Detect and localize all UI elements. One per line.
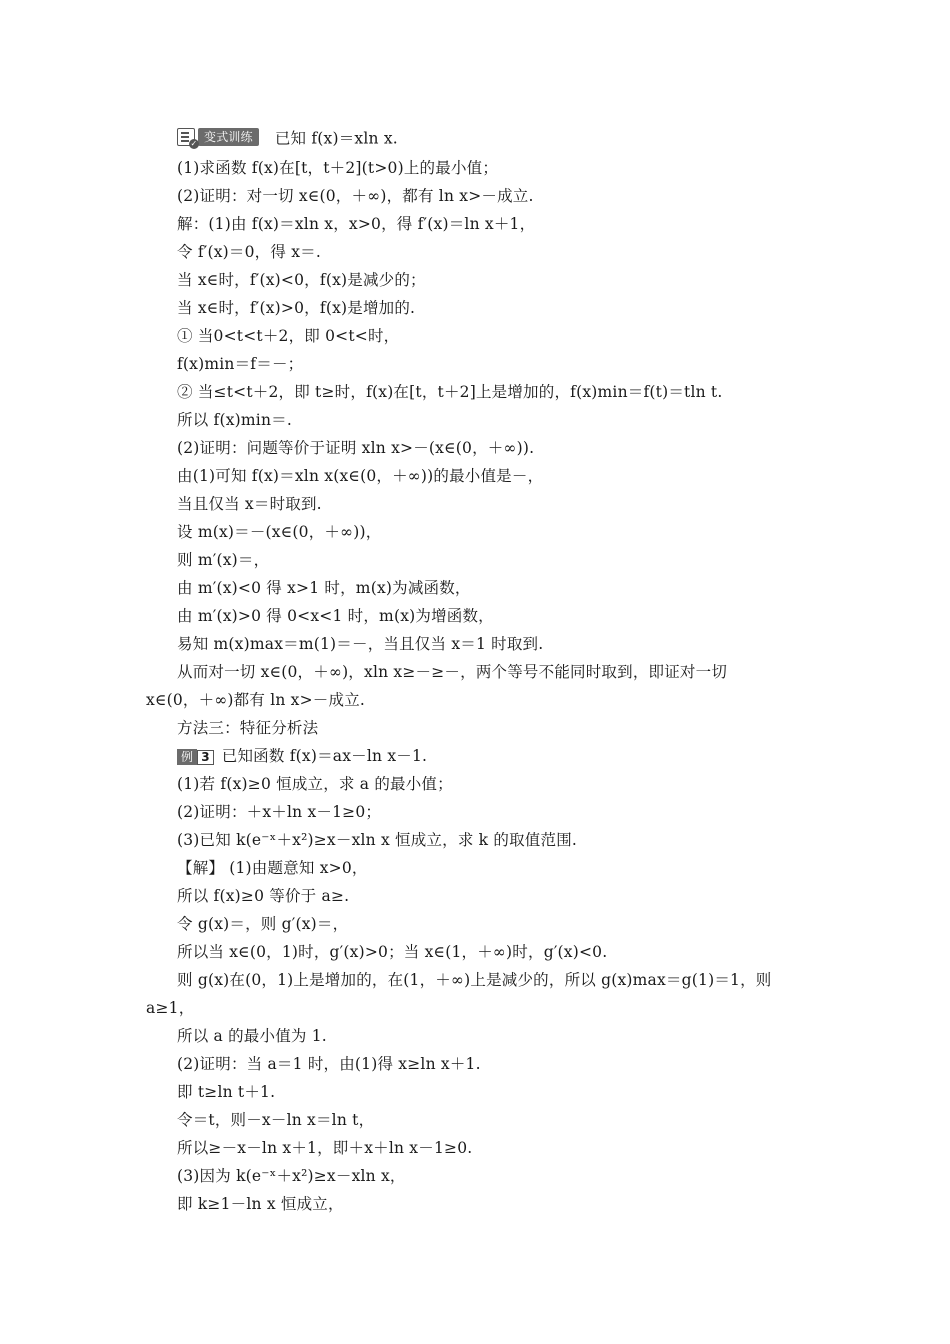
text-line: 由 m′(x)<0 得 x>1 时，m(x)为减函数，: [177, 579, 471, 597]
text-line: (3)因为 k(e⁻ˣ＋x²)≥x－xln x，: [177, 1167, 406, 1185]
text-line: 所以当 x∈(0，1)时，g′(x)>0；当 x∈(1，＋∞)时，g′(x)<0.: [177, 943, 608, 961]
variant-training-badge: [177, 128, 259, 151]
text-line: 易知 m(x)max＝m(1)＝－，当且仅当 x＝1 时取到.: [177, 635, 544, 653]
text-line: 则 g(x)在(0，1)上是增加的，在(1，＋∞)上是减少的，所以 g(x)max＝g(1)＝1，则: [177, 971, 772, 989]
text-line: 即 k≥1－ln x 恒成立，: [177, 1195, 344, 1213]
text-line: 当且仅当 x＝时取到.: [177, 495, 322, 513]
text-line: 所以≥－x－ln x＋1，即＋x＋ln x－1≥0.: [177, 1139, 473, 1157]
text-line: (3)已知 k(e⁻ˣ＋x²)≥x－xln x 恒成立，求 k 的取值范围.: [177, 831, 578, 849]
text-line: 当 x∈时，f′(x)<0，f(x)是减少的；: [177, 271, 426, 289]
example-badge: [177, 749, 214, 765]
text-line: 由 m′(x)>0 得 0<x<1 时，m(x)为增函数，: [177, 607, 494, 625]
section-heading: 方法三：特征分析法: [177, 719, 319, 737]
text-line: 即 t≥ln t＋1.: [177, 1083, 276, 1101]
text-line: ② 当≤t<t＋2，即 t≥时，f(x)在[t，t＋2]上是增加的，f(x)min＝f(t)＝tln t.: [177, 383, 723, 401]
text-line: 由(1)可知 f(x)＝xln x(x∈(0，＋∞))的最小值是－，: [177, 467, 544, 485]
exercise-header-line: [177, 128, 398, 151]
solution-heading: 【解】 (1)由题意知 x>0，: [177, 859, 368, 877]
text-line: 则 m′(x)＝，: [177, 551, 270, 569]
text-line: 令＝t，则－x－ln x＝ln t，: [177, 1111, 375, 1129]
text-line: 所以 f(x)≥0 等价于 a≥.: [177, 887, 350, 905]
example-label: 例: [177, 749, 197, 765]
text-line: (2)证明：当 a＝1 时，由(1)得 x≥ln x＋1.: [177, 1055, 481, 1073]
text-line: (2)证明：问题等价于证明 xln x>－(x∈(0，＋∞)).: [177, 439, 535, 457]
text-line: 解：(1)由 f(x)＝xln x，x>0，得 f′(x)＝ln x＋1，: [177, 215, 536, 233]
text-line: 当 x∈时，f′(x)>0，f(x)是增加的.: [177, 299, 416, 317]
exercise-statement: 已知 f(x)＝xln x.: [274, 129, 398, 148]
text-line: a≥1，: [146, 999, 195, 1017]
text-line: x∈(0，＋∞)都有 ln x>－成立.: [146, 691, 366, 709]
text-line: f(x)min＝f＝－；: [177, 355, 304, 373]
text-line: (2)证明：＋x＋ln x－1≥0；: [177, 803, 382, 821]
text-line: 从而对一切 x∈(0，＋∞)，xln x≥－≥－，两个等号不能同时取到，即证对一切: [177, 663, 728, 681]
example-statement: 已知函数 f(x)＝ax－ln x－1.: [221, 747, 428, 765]
example-header-line: [177, 746, 427, 766]
text-line: (1)若 f(x)≥0 恒成立，求 a 的最小值；: [177, 775, 453, 793]
text-line: (2)证明：对一切 x∈(0，＋∞)，都有 ln x>－成立.: [177, 187, 534, 205]
text-line: 令 g(x)＝，则 g′(x)＝，: [177, 915, 349, 933]
badge-label: 变式训练: [198, 128, 259, 146]
text-line: ① 当0<t<t＋2，即 0<t<时，: [177, 327, 400, 345]
text-line: 所以 a 的最小值为 1.: [177, 1027, 327, 1045]
text-line: 令 f′(x)＝0，得 x＝.: [177, 243, 321, 261]
text-line: 设 m(x)＝－(x∈(0，＋∞))，: [177, 523, 382, 541]
text-line: (1)求函数 f(x)在[t，t＋2](t>0)上的最小值；: [177, 159, 499, 177]
notes-check-icon: ✓: [177, 128, 195, 146]
example-number: 3: [197, 750, 214, 765]
text-line: 所以 f(x)min＝.: [177, 411, 292, 429]
